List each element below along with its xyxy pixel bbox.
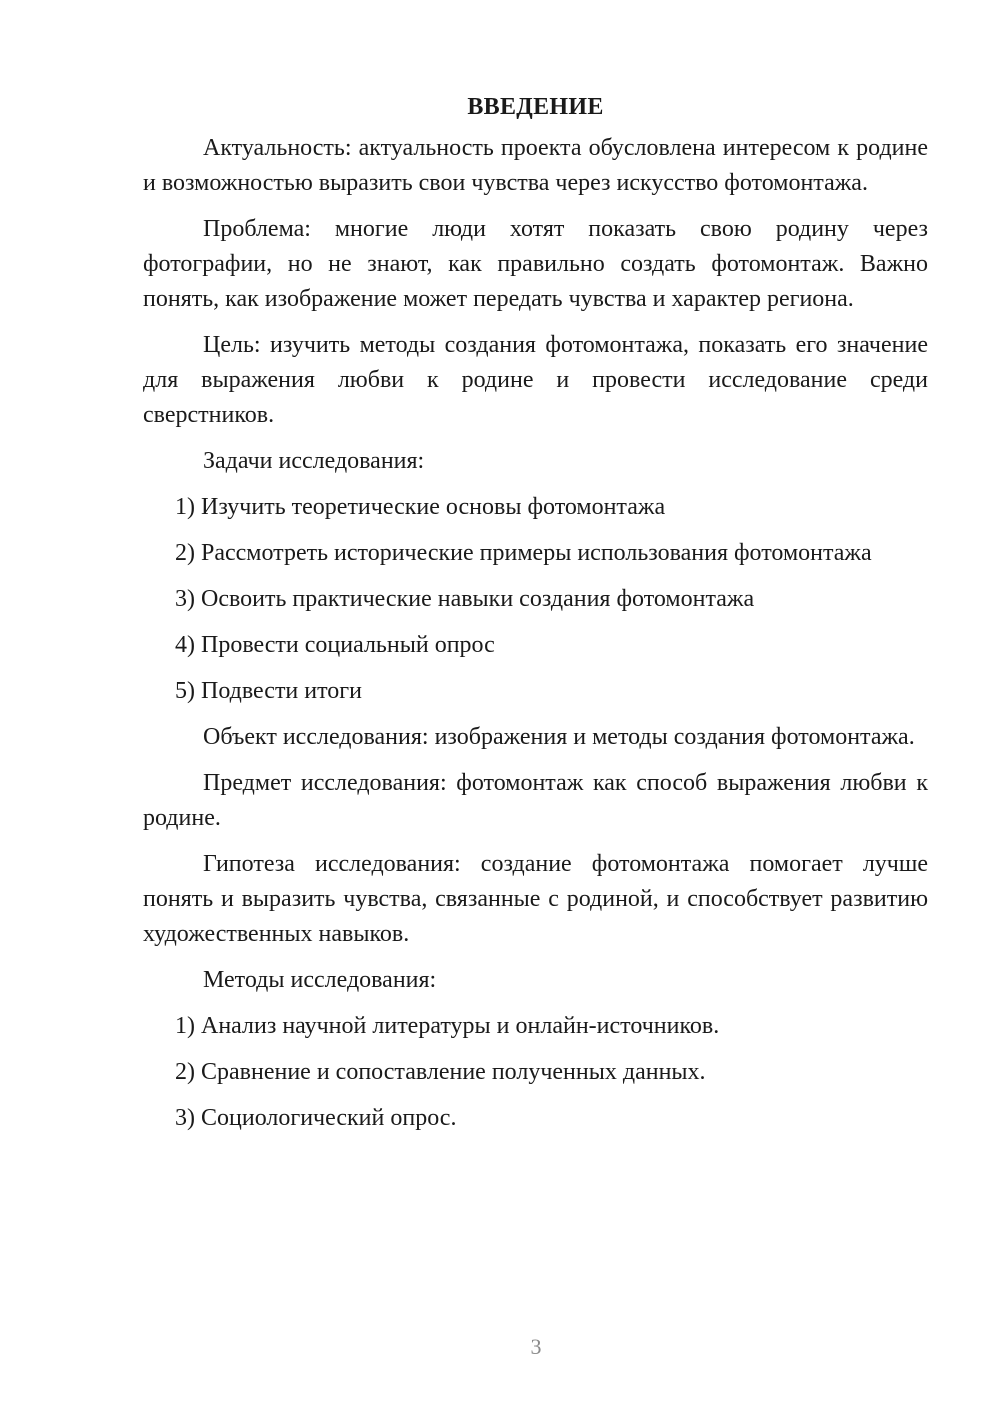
methods-heading: Методы исследования: bbox=[203, 967, 437, 993]
subject-paragraph: Предмет исследования: фотомонтаж как способ выражения любви к родине. bbox=[143, 770, 928, 831]
goal-paragraph: Цель: изучить методы создания фотомонтажа, показать его значение для выражения любви к родине и провести исследование среди сверстников. bbox=[143, 332, 928, 428]
relevance-paragraph: Актуальность: актуальность проекта обусловлена интересом к родине и возможностью выразить свои чувства через искусство фотомонтажа. bbox=[143, 135, 928, 196]
page-number: 3 bbox=[530, 1334, 542, 1359]
method-item: 2) Сравнение и сопоставление полученных данных. bbox=[175, 1059, 706, 1085]
page-content bbox=[143, 90, 928, 1136]
hypothesis-paragraph: Гипотеза исследования: создание фотомонтажа помогает лучше понять и выразить чувства, связанные с родиной, и способствует развитию художественных навыков. bbox=[143, 851, 928, 947]
problem-paragraph: Проблема: многие люди хотят показать свою родину через фотографии, но не знают, как правильно создать фотомонтаж. Важно понять, как изображение может передать чувства и характер региона. bbox=[143, 216, 928, 312]
method-item: 1) Анализ научной литературы и онлайн-источников. bbox=[175, 1013, 720, 1039]
task-item: 1) Изучить теоретические основы фотомонтажа bbox=[175, 494, 666, 520]
section-heading: ВВЕДЕНИЕ bbox=[467, 94, 604, 120]
task-item: 2) Рассмотреть исторические примеры использования фотомонтажа bbox=[175, 540, 872, 566]
method-item: 3) Социологический опрос. bbox=[175, 1105, 457, 1131]
task-item: 3) Освоить практические навыки создания фотомонтажа bbox=[175, 586, 755, 612]
task-item: 4) Провести социальный опрос bbox=[175, 632, 495, 658]
object-paragraph: Объект исследования: изображения и методы создания фотомонтажа. bbox=[203, 724, 915, 750]
task-item: 5) Подвести итоги bbox=[175, 678, 362, 704]
tasks-heading: Задачи исследования: bbox=[203, 448, 425, 474]
